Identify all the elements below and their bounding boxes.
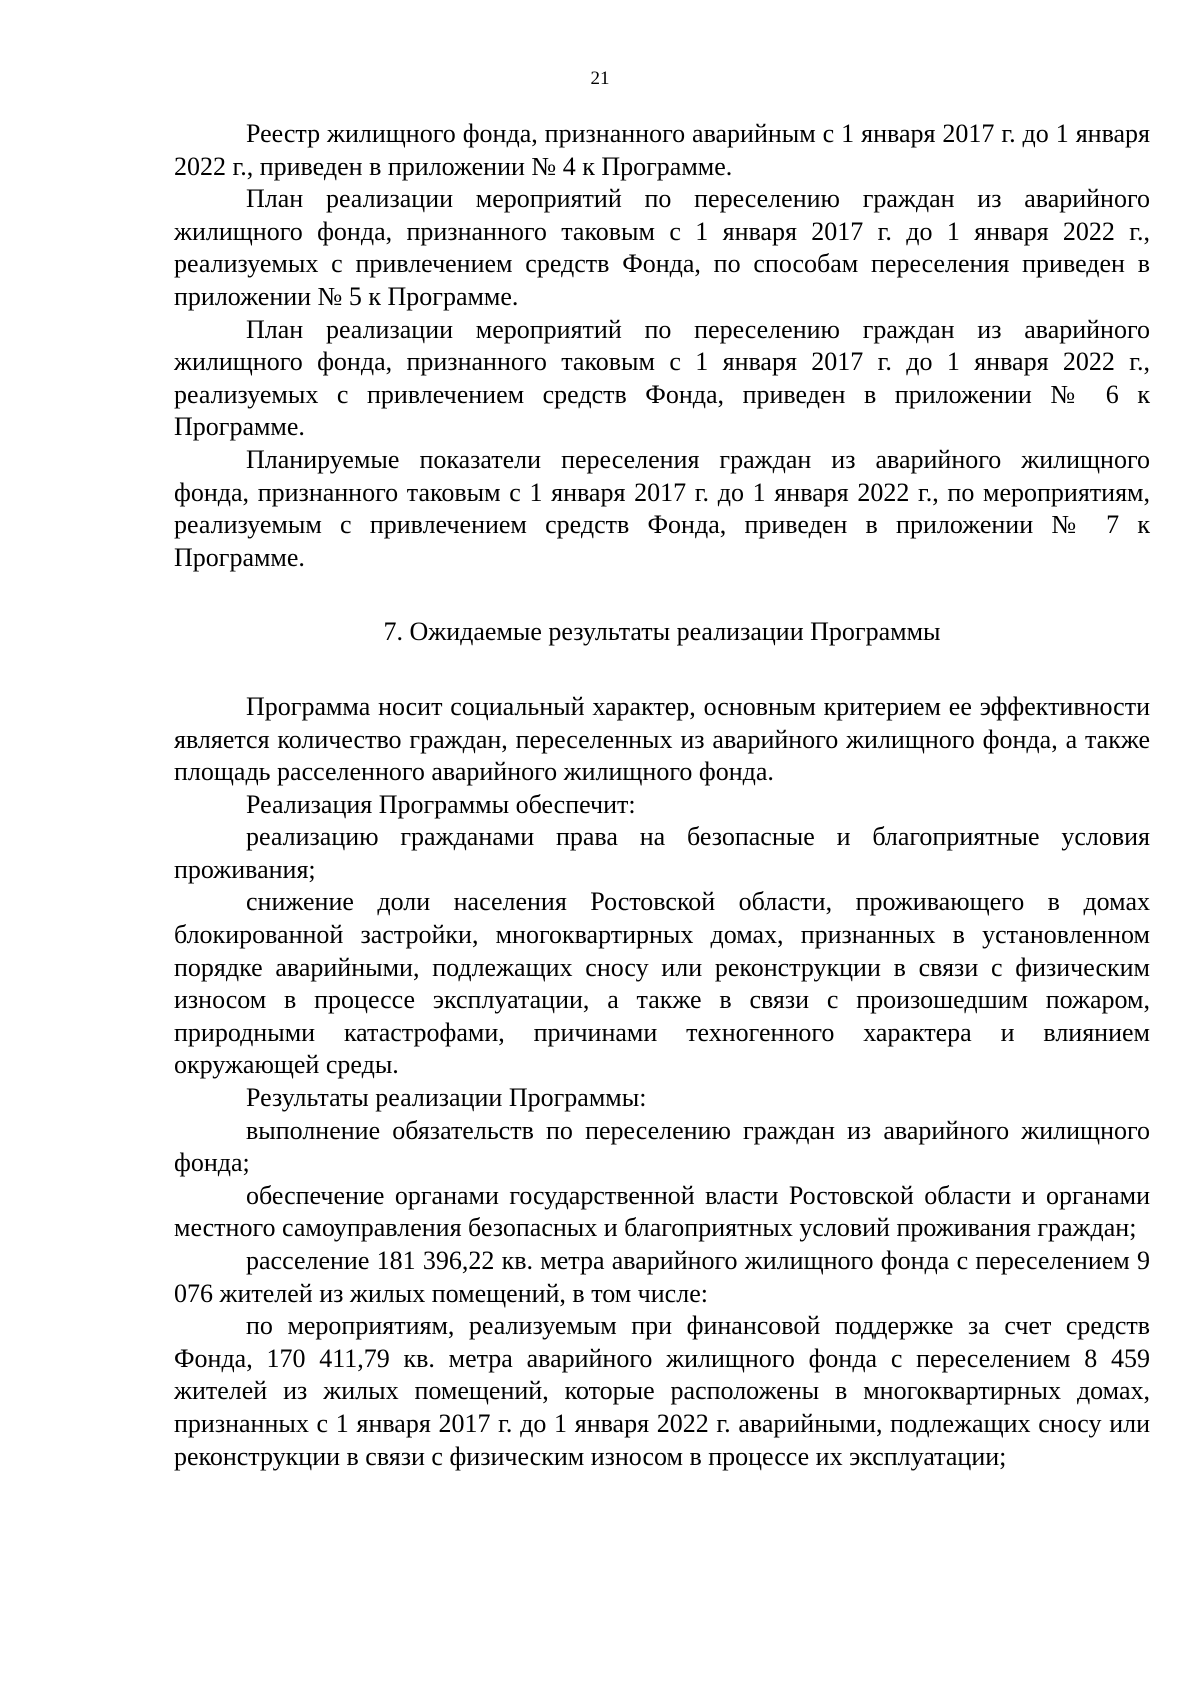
- paragraph-results-intro: Результаты реализации Программы:: [246, 1083, 647, 1113]
- paragraph-program-character: Программа носит социальный характер, основным критерием ее эффективности является количество граждан, переселенных из аварийного жилищного фонда, а также площадь расселенного аварийного жилищного фонда.: [174, 691, 1150, 787]
- page-number: 21: [590, 68, 610, 89]
- paragraph-resettlement-total: расселение 181 396,22 кв. метра аварийного жилищного фонда с переселением 9 076 жителей из жилых помещений, в том числе:: [174, 1246, 1150, 1308]
- paragraph-resettlement-fund-support: по мероприятиям, реализуемым при финансовой поддержке за счет средств Фонда, 170 411,79 кв. метра аварийного жилищного фонда с переселением 8 459 жителей из жилых помещений, которые расположены в многоквартирных домах, признанных с 1 января 2017 г. до 1 января 2022 г. аварийными, подлежащих сносу или реконструкции в связи с физическим износом в процессе их эксплуатации;: [174, 1311, 1150, 1471]
- paragraph-obligations-fulfilment: выполнение обязательств по переселению граждан из аварийного жилищного фонда;: [174, 1115, 1150, 1178]
- paragraph-right-to-safe-housing: реализацию гражданами права на безопасные и благоприятные условия проживания;: [174, 822, 1150, 884]
- paragraph-program-ensures: Реализация Программы обеспечит:: [246, 789, 636, 819]
- paragraph-authorities-provision: обеспечение органами государственной власти Ростовской области и органами местного самоуправления безопасных и благоприятных условий проживания граждан;: [174, 1180, 1150, 1243]
- paragraph-plan-appendix-6: План реализации мероприятий по переселению граждан из аварийного жилищного фонда, признанного таковым с 1 января 2017 г. до 1 января 2022 г., реализуемых с привлечением средств Фонда, приведен в приложении № 6 к Программе.: [174, 314, 1150, 442]
- document-body: [174, 118, 1150, 1473]
- paragraph-indicators-appendix-7: Планируемые показатели переселения граждан из аварийного жилищного фонда, признанного таковым с 1 января 2017 г. до 1 января 2022 г., по мероприятиям, реализуемым с привлечением средств Фонда, приведен в приложении № 7 к Программе.: [174, 444, 1150, 572]
- paragraph-plan-appendix-5: План реализации мероприятий по переселению граждан из аварийного жилищного фонда, признанного таковым с 1 января 2017 г. до 1 января 2022 г., реализуемых с привлечением средств Фонда, по способам переселения приведен в приложении № 5 к Программе.: [174, 184, 1150, 311]
- paragraph-population-share-reduction: снижение доли населения Ростовской области, проживающего в домах блокированной застройки, многоквартирных домах, признанных в установленном порядке аварийными, подлежащих сносу или реконструкции в связи с физическим износом в процессе эксплуатации, а также в связи с произошедшим пожаром, природными катастрофами, причинами техногенного характера и влиянием окружающей среды.: [174, 887, 1150, 1080]
- paragraph-registry-appendix-4: Реестр жилищного фонда, признанного аварийным с 1 января 2017 г. до 1 января 2022 г., приведен в приложении № 4 к Программе.: [174, 119, 1150, 181]
- section-heading: 7. Ожидаемые результаты реализации Программы: [383, 617, 941, 647]
